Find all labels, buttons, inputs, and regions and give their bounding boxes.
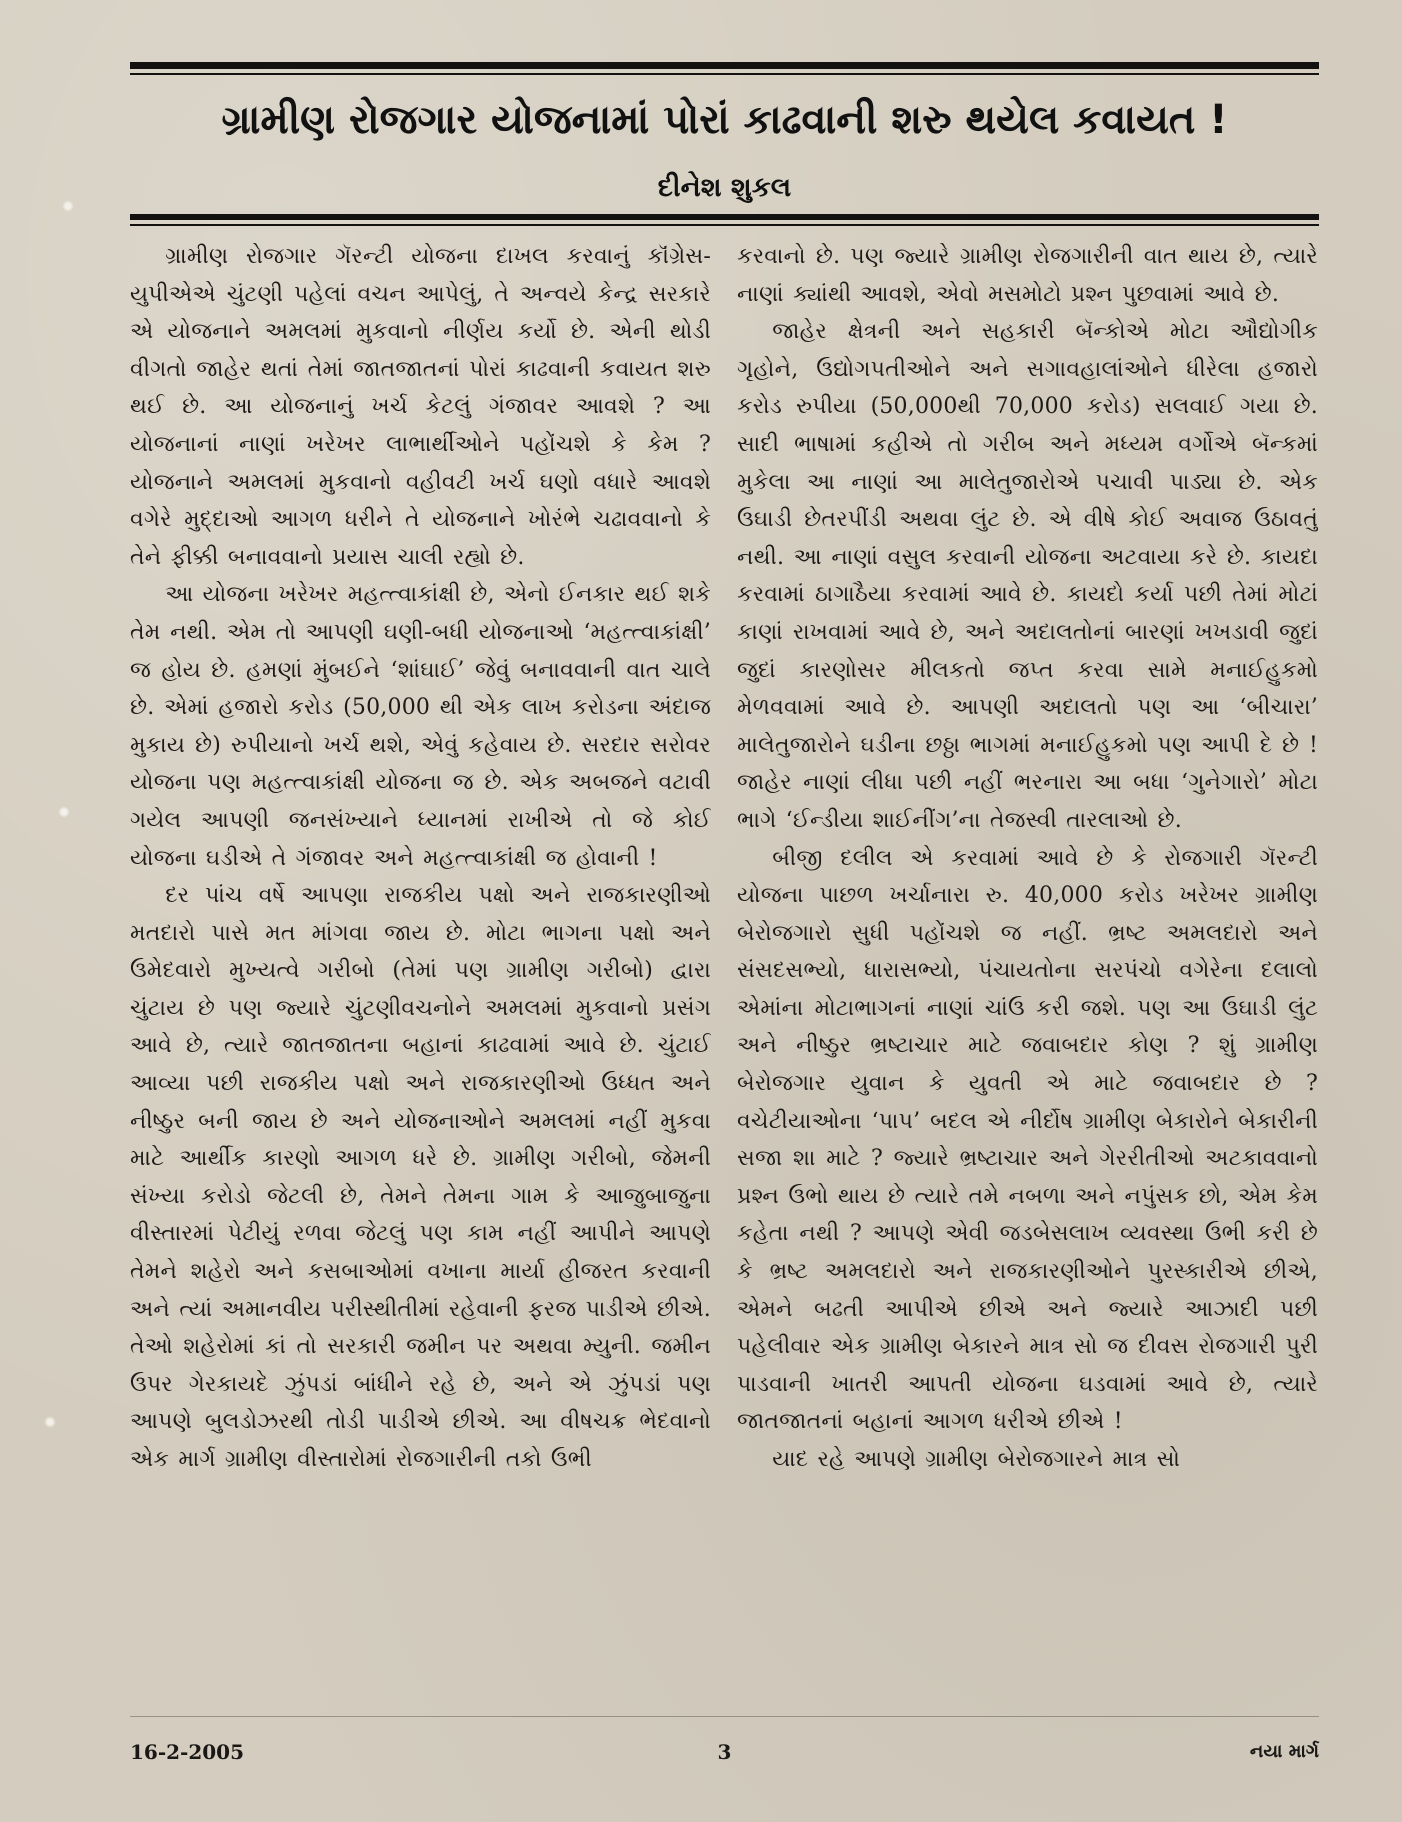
issue-date: 16-2-2005 — [130, 1740, 245, 1764]
author-byline: દીનેશ શુકલ — [657, 172, 792, 203]
page-footer — [130, 1732, 1319, 1772]
paragraph: યાદ રહે આપણે ગ્રામીણ બેરોજગારને માત્ર સો — [772, 1447, 1181, 1472]
paragraph: જાહેર ક્ષેત્રની અને સહકારી બૅન્કોએ મોટા ઔદ્યોગીક ગૃહોને, ઉદ્યોગપતીઓને અને સગાવહાલાંઓને ધીરેલા હજારો કરોડ રુપીયા (50,000થી 70,000 કરોડ) સલવાઈ ગયા છે. સાદી ભાષામાં કહીએ તો ગરીબ અને મધ્યમ વર્ગોએ બૅન્કમાં મુકેલા આ નાણાં આ માલેતુજારોએ પચાવી પાડ્યા છે. એક ઉઘાડી છેતરપીંડી અથવા લુંટ છે. એ વીષે કોઈ અવાજ ઉઠાવતું નથી. આ નાણાં વસુલ કરવાની યોજના અટવાયા કરે છે. કાયદા કરવામાં ઠાગાઠૈયા કરવામાં આવે છે. કાયદો કર્યા પછી તેમાં મોટાં કાણાં રાખવામાં આવે છે, અને અદાલતોનાં બારણાં ખખડાવી જુદાં જુદાં કારણોસર મીલકતો જપ્ત કરવા સામે મનાઈહુકમો મેળવવામાં આવે છે. આપણી અદાલતો પણ આ ‘બીચારા’ માલેતુજારોને ઘડીના છઠ્ઠા ભાગમાં મનાઈહુકમો પણ આપી દે છે ! જાહેર નાણાં લીધા પછી નહીં ભરનારા આ બધા ‘ગુનેગારો’ મોટા ભાગે ‘ઈન્ડીયા શાઈનીંગ’ના તેજસ્વી તારલાઓ છે. — [737, 319, 1318, 833]
paragraph: ગ્રામીણ રોજગાર ગૅરન્ટી યોજના દાખલ કરવાનું કૉંગ્રેસ-યુપીએએ ચુંટણી પહેલાં વચન આપેલું, તે અન્વયે કેન્દ્ર સરકારે એ યોજનાને અમલમાં મુકવાનો નીર્ણય કર્યો છે. એની થોડી વીગતો જાહેર થતાં તેમાં જાતજાતનાં પોરાં કાઢવાની કવાયત શરુ થઈ છે. આ યોજનાનું ખર્ચ કેટલું ગંજાવર આવશે ? આ યોજનાનાં નાણાં ખરેખર લાભાર્થીઓને પહોંચશે કે કેમ ? યોજનાને અમલમાં મુકવાનો વહીવટી ખર્ચ ઘણો વધારે આવશે વગેરે મુદ્દાઓ આગળ ધરીને તે યોજનાને ખોરંભે ચઢાવવાનો કે તેને ફીક્કી બનાવવાનો પ્રયાસ ચાલી રહ્યો છે. — [130, 244, 711, 570]
paper-hole — [58, 806, 70, 818]
header-rule-thick — [130, 214, 1319, 220]
paragraph: આ યોજના ખરેખર મહત્ત્વાકાંક્ષી છે, એનો ઈનકાર થઈ શકે તેમ નથી. એમ તો આપણી ઘણી-બધી યોજનાઓ ‘મહત્ત્વાકાંક્ષી’ જ હોય છે. હમણાં મુંબઈને ‘શાંઘાઈ’ જેવું બનાવવાની વાત ચાલે છે. એમાં હજારો કરોડ (50,000 થી એક લાખ કરોડના અંદાજ મુકાય છે) રુપીયાનો ખર્ચ થશે, એવું કહેવાય છે. સરદાર સરોવર યોજના પણ મહત્ત્વાકાંક્ષી યોજના જ છે. એક અબજને વટાવી ગયેલ આપણી જનસંખ્યાને ધ્યાનમાં રાખીએ તો જે કોઈ યોજના ઘડીએ તે ગંજાવર અને મહત્ત્વાકાંક્ષી જ હોવાની ! — [130, 582, 711, 871]
article-headline: ગ્રામીણ રોજગાર યોજનામાં પોરાં કાઢવાની શરુ થયેલ કવાયત ! — [221, 97, 1228, 143]
publication-name: નયા માર્ગ — [1249, 1741, 1319, 1762]
paragraph: બીજી દલીલ એ કરવામાં આવે છે કે રોજગારી ગૅરન્ટી યોજના પાછળ ખર્ચાનારા રુ. 40,000 કરોડ ખરેખર ગ્રામીણ બેરોજગારો સુધી પહોંચશે જ નહીં. ભ્રષ્ટ અમલદારો અને સંસદસભ્યો, ધારાસભ્યો, પંચાયતોના સરપંચો વગેરેના દલાલો એમાંના મોટાભાગનાં નાણાં ચાંઉ કરી જશે. પણ આ ઉઘાડી લુંટ અને નીષ્ઠુર ભ્રષ્ટાચાર માટે જવાબદાર કોણ ? શું ગ્રામીણ બેરોજગાર યુવાન કે યુવતી એ માટે જવાબદાર છે ? વચેટીયાઓના ‘પાપ’ બદલ એ નીર્દોષ ગ્રામીણ બેકારોને બેકારીની સજા શા માટે ? જ્યારે ભ્રષ્ટાચાર અને ગેરરીતીઓ અટકાવવાનો પ્રશ્ન ઉભો થાય છે ત્યારે તમે નબળા અને નપુંસક છો, એમ કેમ કહેતા નથી ? આપણે એવી જડબેસલાખ વ્યવસ્થા ઉભી કરી છે કે ભ્રષ્ટ અમલદારો અને રાજકારણીઓને પુરસ્કારીએ છીએ, એમને બઢતી આપીએ છીએ અને જ્યારે આઝાદી પછી પહેલીવાર એક ગ્રામીણ બેકારને માત્ર સો જ દીવસ રોજગારી પુરી પાડવાની ખાતરી આપતી યોજના ઘડવામાં આવે છે, ત્યારે જાતજાતનાં બહાનાં આગળ ધરીએ છીએ ! — [737, 845, 1318, 1435]
right-column — [737, 238, 1318, 1708]
header-rule-thin — [130, 224, 1319, 226]
paragraph: કરવાનો છે. પણ જ્યારે ગ્રામીણ રોજગારીની વાત થાય છે, ત્યારે નાણાં ક્યાંથી આવશે, એવો મસમોટો પ્રશ્ન પુછવામાં આવે છે. — [737, 244, 1318, 307]
paper-hole — [62, 200, 74, 212]
paragraph: દર પાંચ વર્ષે આપણા રાજકીય પક્ષો અને રાજકારણીઓ મતદારો પાસે મત માંગવા જાય છે. મોટા ભાગના પક્ષો અને ઉમેદવારો મુખ્યત્વે ગરીબો (તેમાં પણ ગ્રામીણ ગરીબો) દ્વારા ચુંટાય છે પણ જ્યારે ચુંટણીવચનોને અમલમાં મુકવાનો પ્રસંગ આવે છે, ત્યારે જાતજાતના બહાનાં કાઢવામાં આવે છે. ચુંટાઈ આવ્યા પછી રાજકીય પક્ષો અને રાજકારણીઓ ઉધ્ધત અને નીષ્ઠુર બની જાય છે અને યોજનાઓને અમલમાં નહીં મુકવા માટે આર્થીક કારણો આગળ ધરે છે. ગ્રામીણ ગરીબો, જેમની સંખ્યા કરોડો જેટલી છે, તેમને તેમના ગામ કે આજુબાજુના વીસ્તારમાં પેટીયું રળવા જેટલું પણ કામ નહીં આપીને આપણે તેમને શહેરો અને કસબાઓમાં વખાના માર્યા હીજરત કરવાની અને ત્યાં અમાનવીય પરીસ્થીતીમાં રહેવાની ફરજ પાડીએ છીએ. તેઓ શહેરોમાં કાં તો સરકારી જમીન પર અથવા મ્યુની. જમીન ઉપર ગેરકાયદે ઝુંપડાં બાંધીને રહે છે, અને એ ઝુંપડાં પણ આપણે બુલડોઝરથી તોડી પાડીએ છીએ. આ વીષચક્ર ભેદવાનો એક માર્ગ ગ્રામીણ વીસ્તારોમાં રોજગારીની તકો ઉભી — [130, 883, 711, 1472]
paper-hole — [44, 1416, 56, 1428]
top-rule-thick — [130, 62, 1319, 69]
top-rule-thin — [130, 73, 1319, 75]
footer-rule — [130, 1716, 1319, 1717]
page-number: 3 — [717, 1740, 732, 1764]
left-column — [130, 238, 711, 1708]
